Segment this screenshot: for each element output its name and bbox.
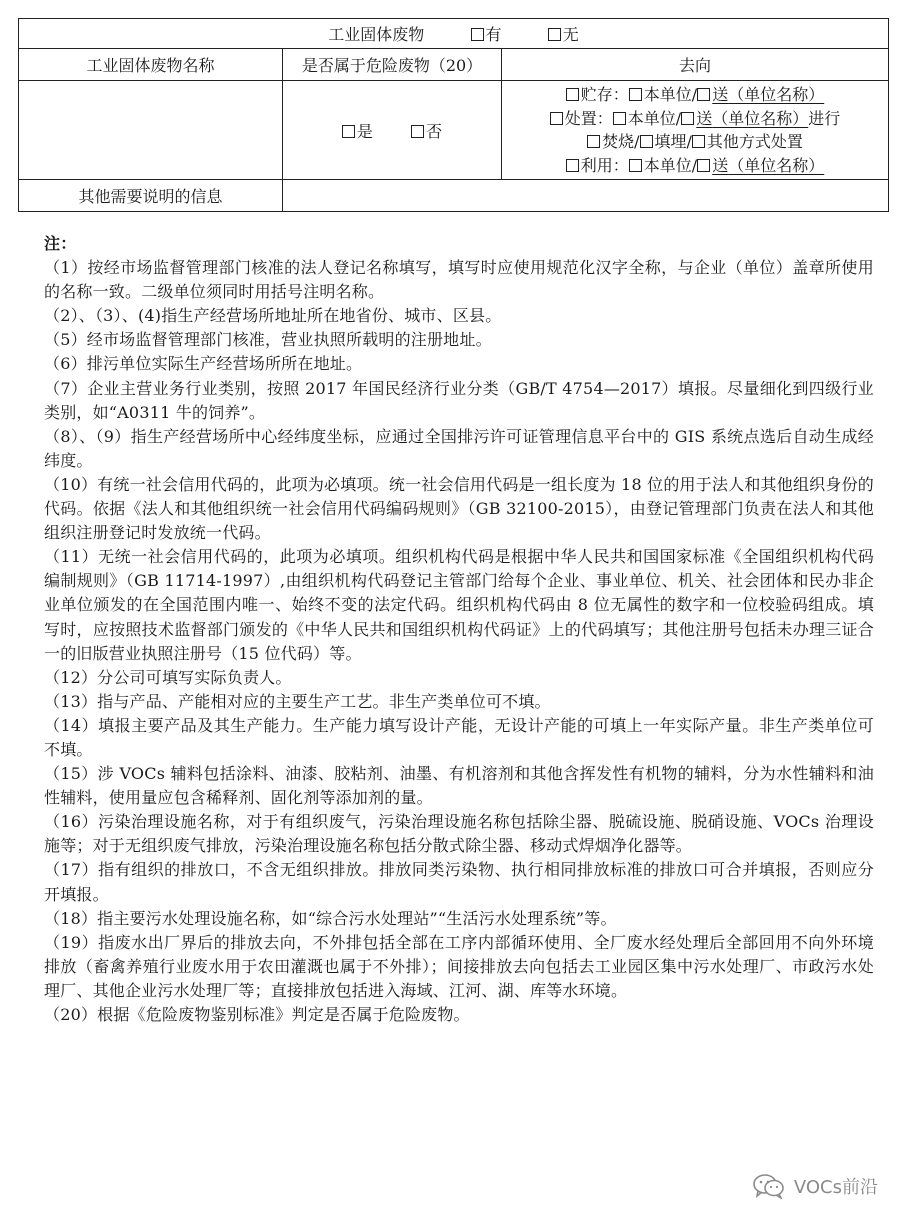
incineration-label: 焚烧/ — [602, 132, 640, 151]
other-info-label: 其他需要说明的信息 — [19, 180, 283, 212]
checkbox-storage[interactable] — [566, 88, 579, 101]
checkbox-utilization-self[interactable] — [629, 159, 642, 172]
solid-waste-table — [18, 18, 889, 212]
header-hazard: 是否属于危险废物（20） — [283, 49, 502, 81]
note-item: （13）指与产品、产能相对应的主要生产工艺。非生产类单位可不填。 — [44, 691, 551, 711]
other-method-label: 其他方式处置 — [706, 132, 803, 151]
dest-utilization-line — [502, 154, 888, 178]
checkbox-storage-send[interactable] — [697, 88, 710, 101]
watermark-text: VOCs前沿 — [793, 1177, 878, 1198]
dest-method-line — [502, 130, 888, 154]
checkbox-no[interactable] — [548, 28, 561, 41]
note-item: （12）分公司可填写实际负责人。 — [44, 667, 292, 687]
checkbox-hazard-yes[interactable] — [342, 125, 355, 138]
note-item: （8）、（9）指生产经营场所中心经纬度坐标，应通过全国排污许可证管理信息平台中的 GIS 系统点选后自动生成经纬度。 — [44, 426, 874, 470]
disposal-label: 处置： — [564, 108, 613, 128]
checkbox-utilization-send[interactable] — [697, 159, 710, 172]
note-item: （5）经市场监督管理部门核准，营业执照所载明的注册地址。 — [44, 330, 492, 350]
note-item: （20）根据《危险废物鉴别标准》判定是否属于危险废物。 — [44, 1005, 470, 1024]
hazard-yes-label: 是 — [356, 121, 373, 141]
hazard-no-label: 否 — [426, 121, 443, 141]
table-row — [19, 49, 889, 81]
header-name: 工业固体废物名称 — [19, 49, 283, 81]
utilization-send-label: 送（单位名称） — [712, 155, 825, 175]
wechat-icon — [752, 1173, 786, 1199]
destination-cell — [502, 81, 889, 180]
note-item: （11）无统一社会信用代码的，此项为必填项。组织机构代码是根据中华人民共和国国家标准《全国组织机构代码编制规则》（GB 11714-1997）,由组织机构代码登记主管部门给每个企业、事业单位、机关、社会团体和民办非企业单位颁发的在全国范围内唯一、始终不变的法定代码。组织机构代码由 8 位无属性的数字和一位校验码组成。填写时，应按照技术监督部门颁发的《中华人民共和国组织机构代码证》上的代码填写；其他注册号包括未办理三证合一的旧版营业执照注册号（15 位代码）等。 — [44, 547, 874, 663]
dest-storage-line — [502, 83, 888, 107]
header-dest: 去向 — [502, 49, 889, 81]
note-item: （14）填报主要产品及其生产能力。生产能力填写设计产能，无设计产能的可填上一年实际产量。非生产类单位可不填。 — [44, 715, 874, 759]
checkbox-other-method[interactable] — [692, 135, 705, 148]
disposal-send-label: 送（单位名称） — [696, 108, 809, 128]
checkbox-incineration[interactable] — [587, 135, 600, 148]
checkbox-disposal-send[interactable] — [681, 112, 694, 125]
solid-waste-header-cell — [19, 19, 889, 49]
watermark — [752, 1173, 878, 1199]
checkbox-disposal-self[interactable] — [613, 112, 626, 125]
utilization-self-label: 本单位/ — [643, 155, 698, 175]
storage-self-label: 本单位/ — [643, 85, 698, 104]
checkbox-landfill[interactable] — [640, 135, 653, 148]
note-item: （10）有统一社会信用代码的，此项为必填项。统一社会信用代码是一组长度为 18 位的用于法人和其他组织身份的代码。依据《法人和其他组织统一社会信用代码编码规则》（GB 32100-2015），由登记管理部门负责在法人和其他组织注册登记时发放统一代码。 — [44, 474, 874, 543]
disposal-self-label: 本单位/ — [627, 108, 682, 128]
disposal-proceed-label: 进行 — [808, 108, 841, 128]
storage-send-label: 送（单位名称） — [712, 85, 825, 104]
note-item: （19）指废水出厂界后的排放去向，不外排包括全部在工序内部循环使用、全厂废水经处理后全部回用不向外环境排放（畜禽养殖行业废水用于农田灌溉也属于不外排）；间接排放去向包括去工业园区集中污水处理厂、市政污水处理厂、其他企业污水处理厂等；直接排放包括进入海域、江河、湖、库等水环境。 — [44, 932, 874, 1000]
utilization-label: 利用： — [580, 155, 629, 175]
storage-label: 贮存： — [580, 85, 629, 104]
note-item: （7）企业主营业务行业类别，按照 2017 年国民经济行业分类（GB/T 4754—2017）填报。尽量细化到四级行业类别，如“A0311 牛的饲养”。 — [44, 378, 874, 422]
notes-title: 注： — [44, 234, 77, 253]
note-item: （17）指有组织的排放口，不含无组织排放。排放同类污染物、执行相同排放标准的排放口可合并填报，否则应分开填报。 — [44, 860, 874, 904]
note-item: （15）涉 VOCs 辅料包括涂料、油漆、胶粘剂、油墨、有机溶剂和其他含挥发性有机物的辅料，分为水性辅料和油性辅料，使用量应包含稀释剂、固化剂等添加剂的量。 — [44, 764, 874, 808]
checkbox-disposal[interactable] — [550, 112, 563, 125]
hazard-cell — [283, 81, 502, 180]
other-info-cell[interactable] — [283, 180, 889, 212]
note-item: （6）排污单位实际生产经营场所所在地址。 — [44, 354, 363, 374]
solid-waste-label: 工业固体废物 — [328, 25, 425, 44]
checkbox-utilization[interactable] — [566, 159, 579, 172]
dest-disposal-line — [502, 107, 888, 131]
checkbox-storage-self[interactable] — [629, 88, 642, 101]
opt-yes-label: 有 — [485, 25, 502, 44]
note-item: （1）按经市场监督管理部门核准的法人登记名称填写，填写时应使用规范化汉字全称，与企业（单位）盖章所使用的名称一致。二级单位须同时用括号注明名称。 — [44, 258, 874, 302]
table-row — [19, 81, 889, 180]
note-item: （2）、（3）、(4)指生产经营场所地址所在地省份、城市、区县。 — [44, 306, 502, 326]
table-row — [19, 19, 889, 49]
checkbox-yes[interactable] — [471, 28, 484, 41]
waste-name-cell[interactable] — [19, 81, 283, 180]
table-row — [19, 180, 889, 212]
note-item: （18）指主要污水处理设施名称，如“综合污水处理站”“生活污水处理系统”等。 — [44, 908, 617, 928]
opt-no-label: 无 — [562, 25, 579, 44]
note-item: （16）污染治理设施名称，对于有组织废气，污染治理设施名称包括除尘器、脱硫设施、脱硝设施、VOCs 治理设施等；对于无组织废气排放，污染治理设施名称包括分散式除尘器、移动式焊烟净化器等。 — [44, 812, 874, 856]
notes-section — [44, 232, 874, 1027]
landfill-label: 填埋/ — [654, 132, 692, 151]
checkbox-hazard-no[interactable] — [411, 125, 424, 138]
